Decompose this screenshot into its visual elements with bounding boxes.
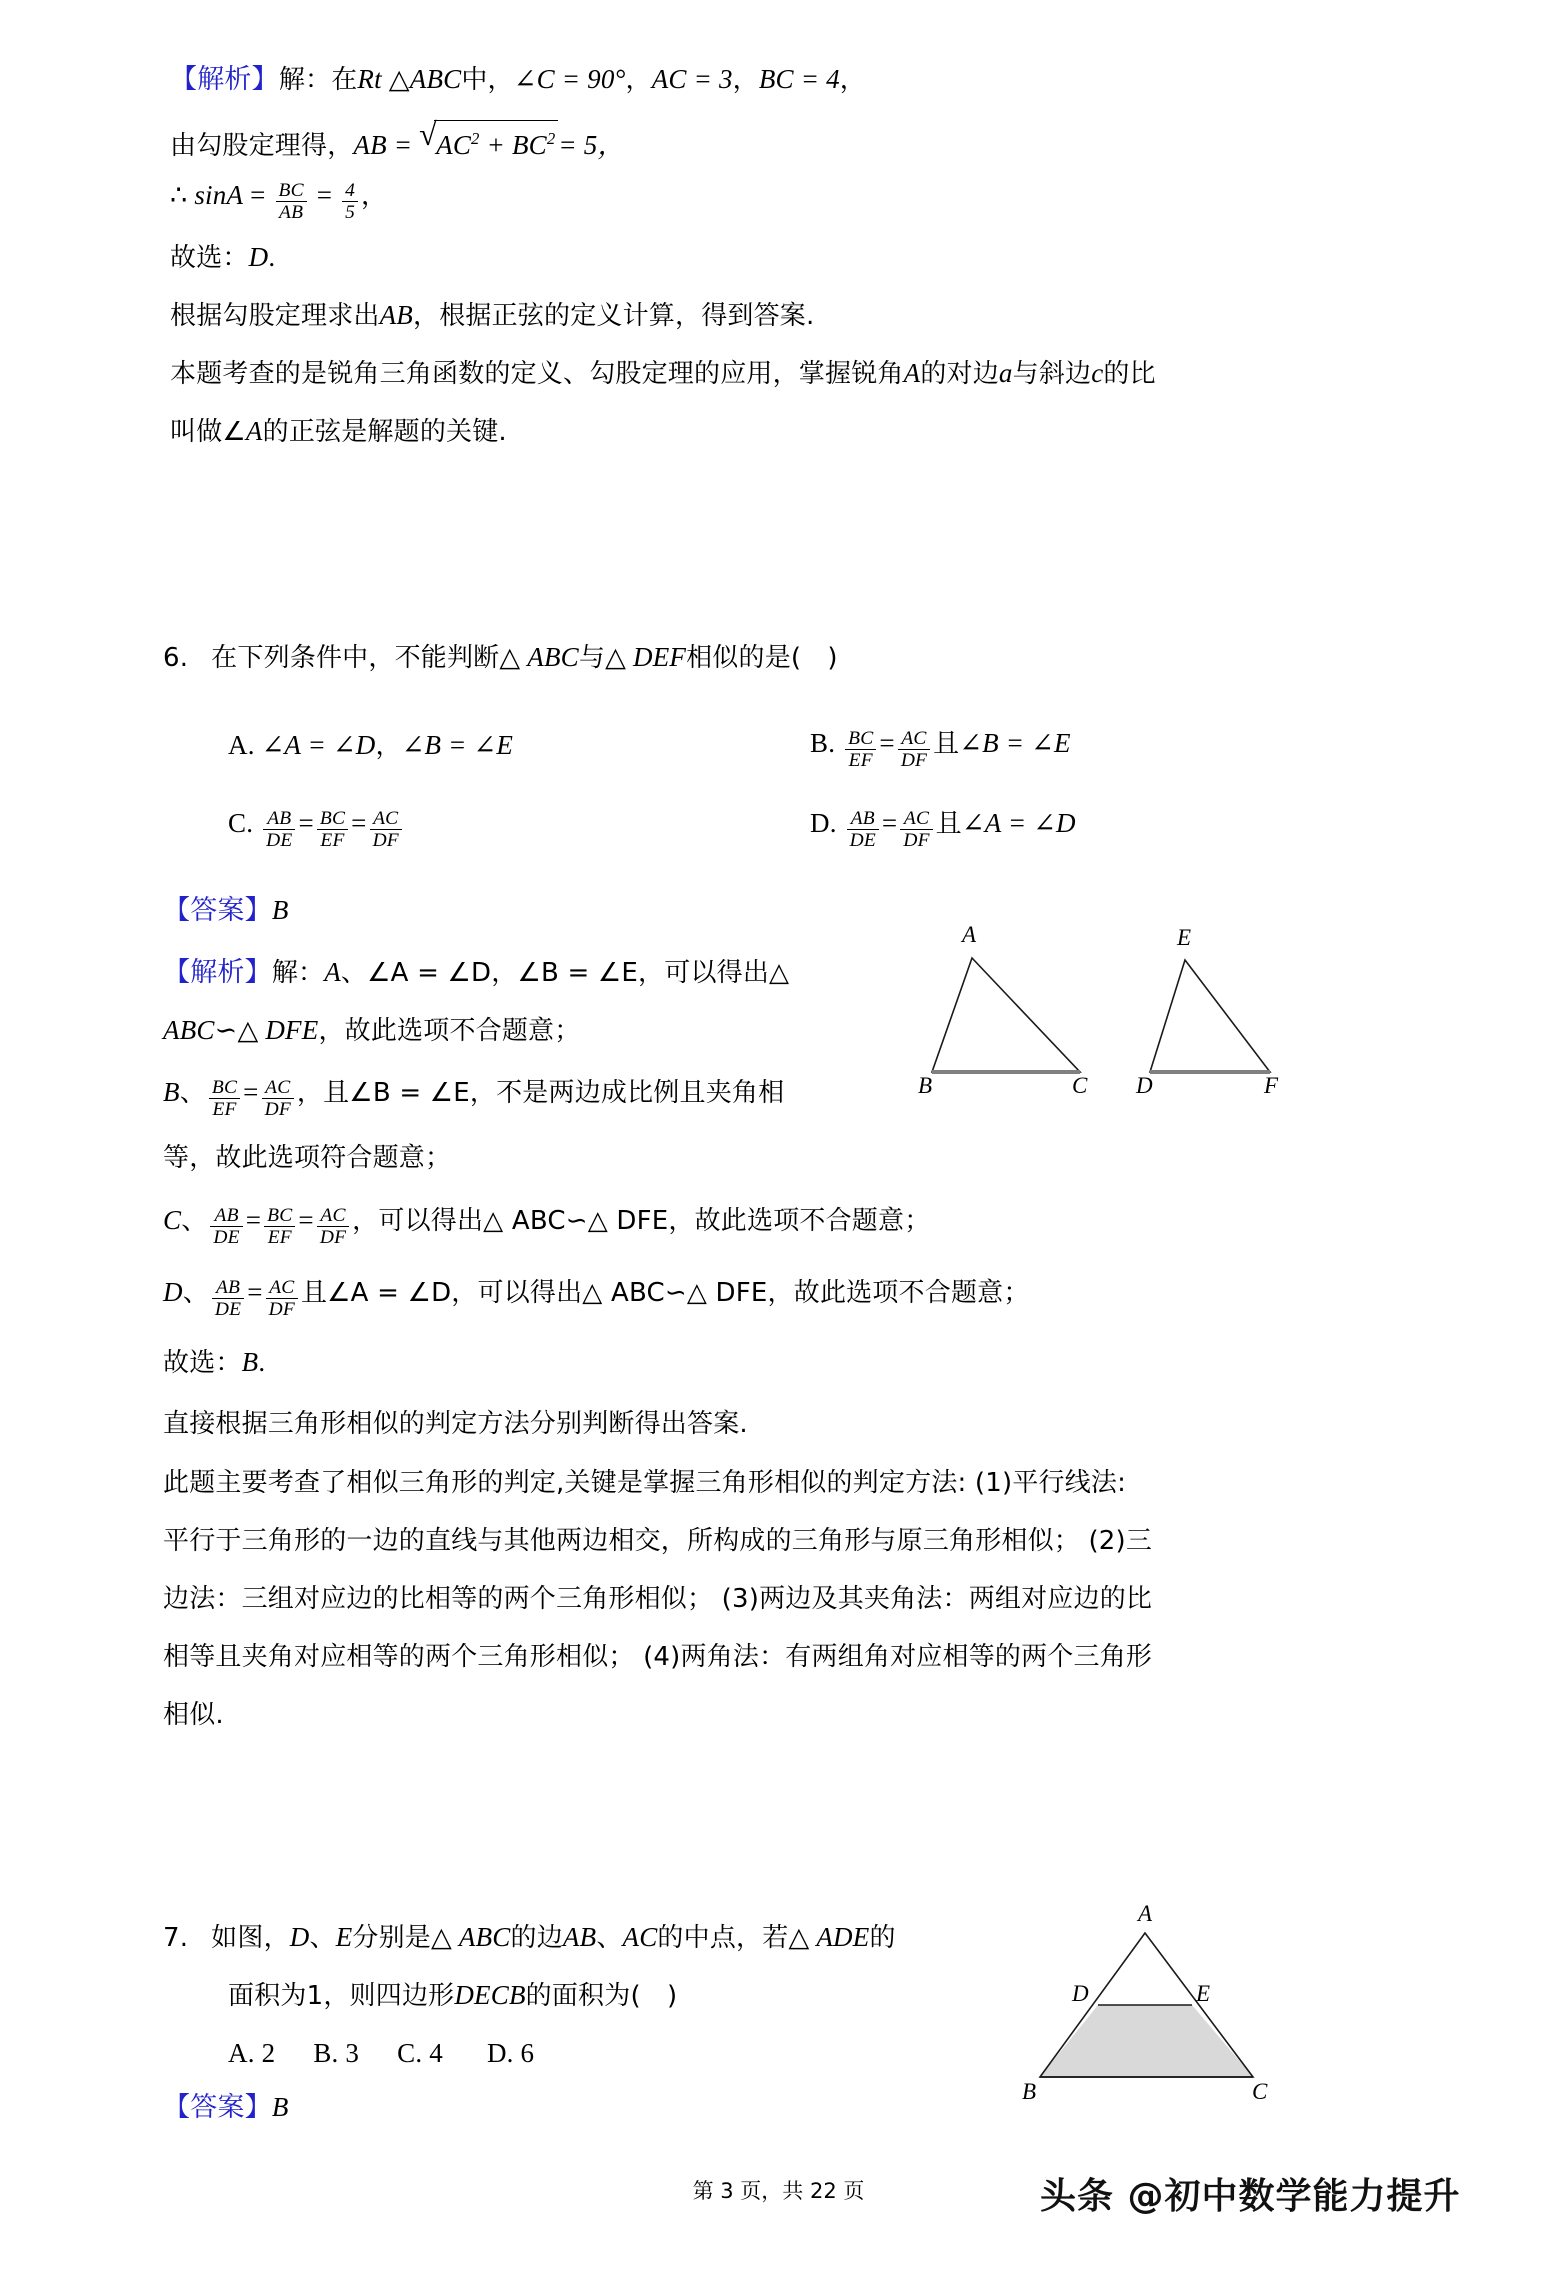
- q6-option-c-eq1: =: [298, 808, 314, 838]
- q7-figure-triangle-ade: [1000, 1895, 1330, 2105]
- q7-option-a[interactable]: A. 2: [228, 2038, 276, 2068]
- q5-comment-a: 本题考查的是锐角三角函数的定义、勾股定理的应用，掌握锐角: [170, 359, 904, 389]
- q6-exp3-eq: =: [243, 1077, 259, 1107]
- q6-exp1-b: 、∠A = ∠D，∠B = ∠E，可以得出△: [340, 958, 790, 988]
- q6-figure-two-triangles: [900, 915, 1350, 1115]
- fraction-denominator: DF: [898, 749, 930, 771]
- q6-option-d-text: ∠A = ∠D: [961, 808, 1076, 838]
- q7-stem-line-2: [228, 1978, 677, 2013]
- q5-comment2-a: 叫做∠: [170, 417, 246, 447]
- q6-option-d[interactable]: [810, 806, 1076, 851]
- q5-line1-bc: BC = 4: [758, 64, 840, 94]
- q6-exp5-eq2: =: [298, 1205, 314, 1235]
- q6-comment-line-2: [163, 1523, 1152, 1558]
- fraction-numerator: BC: [267, 1205, 293, 1227]
- q6-comment-1: 此题主要考查了相似三角形的判定,关键是掌握三角形相似的判定方法: (1)平行线法:: [163, 1468, 1127, 1498]
- q6-exp1-A: A: [324, 957, 341, 987]
- q6-option-b-conj: 且: [933, 729, 960, 759]
- fraction-bc-ef: [264, 1205, 295, 1248]
- q5-conclusion-line: [170, 240, 275, 275]
- q5-answer-letter: D: [248, 242, 269, 272]
- q5-rad-plus: +: [486, 130, 505, 160]
- q6-comment-3: 边法：三组对应边的比相等的两个三角形相似； (3)两边及其夹角法：两组对应边的比: [163, 1584, 1153, 1614]
- q6-option-b-text: ∠B = ∠E: [959, 728, 1071, 758]
- fraction-denominator: DF: [262, 1098, 294, 1120]
- q5-method-ab: AB: [379, 300, 413, 330]
- q5-comment-line-1: [170, 356, 1156, 391]
- q5-line2-prefix: 由勾股定理得，: [170, 131, 354, 161]
- q6-option-a-label: A.: [228, 730, 255, 760]
- fraction-numerator: BC: [278, 180, 304, 202]
- figure1-label-D: D: [1136, 1073, 1153, 1098]
- q6-exp6-comma: 、: [182, 1278, 209, 1308]
- fraction-denominator: DF: [900, 829, 932, 851]
- figure1-label-E: E: [1177, 925, 1192, 950]
- q6-analysis-line-1: [163, 955, 789, 990]
- q6-exp1-a: 解：: [271, 958, 325, 988]
- q7-stem2-b: 的面积为( ): [525, 1981, 678, 2011]
- analysis-tag: 【解析】: [163, 957, 272, 987]
- q5-line1-angle-c: ∠C = 90°: [513, 64, 626, 94]
- q7-option-b[interactable]: B. 3: [313, 2038, 360, 2068]
- q6-exp5-eq1: =: [245, 1205, 262, 1235]
- q5-method-line: [170, 298, 814, 333]
- q6-exp3-comma: 、: [179, 1078, 206, 1108]
- q6-exp6-eq: =: [247, 1277, 263, 1307]
- q5-comment-c: 与斜边: [1012, 359, 1092, 389]
- q6-exp6-conj: 且: [300, 1278, 328, 1308]
- q7-answer-line: [163, 2090, 289, 2124]
- q6-exp2-b: ，故此选项不合题意；: [318, 1016, 581, 1046]
- q5-comment-line-2: [170, 414, 507, 449]
- therefore-symbol: ∴: [170, 180, 188, 210]
- q7-stem1-g: 的: [869, 1923, 896, 1953]
- fraction-ac-df: [898, 728, 930, 771]
- fraction-numerator: AC: [373, 808, 399, 830]
- q6-stem-a: 在下列条件中，不能判断: [211, 643, 500, 673]
- q6-option-b[interactable]: [810, 726, 1071, 771]
- sqrt-expression: √ $AC^2 + BC^2$: [419, 120, 558, 162]
- q5-sin-a: sinA: [194, 180, 244, 210]
- q5-comment-A: A: [903, 358, 921, 388]
- q6-stem-tri1: △ ABC: [499, 642, 579, 672]
- fraction-numerator: BC: [319, 808, 346, 830]
- q6-conclusion-value: B: [241, 1347, 259, 1377]
- q6-exp4: 等，故此选项符合题意；: [163, 1143, 452, 1173]
- figure2-label-E: E: [1196, 1981, 1211, 2006]
- q6-exp6-b: ∠A = ∠D，可以得出△ ABC∽△ DFE，故此选项不合题意；: [327, 1278, 1030, 1308]
- q6-stem-b: 与: [578, 643, 606, 673]
- q5-method-b: ，根据正弦的定义计算，得到答案.: [413, 301, 815, 331]
- q5-period: .: [268, 242, 276, 272]
- fraction-numerator: AC: [320, 1205, 346, 1227]
- q6-option-a[interactable]: [228, 728, 513, 763]
- q7-stem1-e: 、: [596, 1923, 623, 1953]
- q5-eq2: =: [316, 180, 333, 210]
- watermark-text: 头条 @初中数学能力提升: [1040, 2176, 1461, 2217]
- q5-analysis-line-2: [170, 120, 625, 163]
- q5-rad-bc: BC: [511, 130, 547, 160]
- fraction-ab-de: [847, 808, 879, 851]
- fraction-ac-df: [262, 1077, 294, 1120]
- q7-number: 7.: [163, 1923, 189, 1953]
- fraction-ac-df: [266, 1277, 298, 1320]
- fraction-bc-ef: [317, 808, 348, 851]
- fraction-bc-ef: [845, 728, 876, 771]
- fraction-ab-de: [210, 1205, 242, 1248]
- q7-stem1-a: 如图，: [211, 1923, 290, 1953]
- q7-option-c[interactable]: C. 4: [397, 2038, 443, 2068]
- q6-exp2-abc: ABC: [163, 1015, 215, 1045]
- fraction-ac-df: [370, 808, 402, 851]
- q6-analysis-line-6: [163, 1275, 1030, 1320]
- q6-comment-5: 相似.: [163, 1700, 224, 1730]
- q6-exp5-C: C: [163, 1205, 182, 1235]
- figure1-label-A: A: [962, 922, 977, 947]
- q6-comment-line-3: [163, 1581, 1152, 1616]
- q6-comment-line-5: [163, 1697, 224, 1732]
- fraction-ac-df: [317, 1205, 349, 1248]
- q6-conclusion-period: .: [258, 1347, 266, 1377]
- q7-option-d[interactable]: D. 6: [486, 2038, 535, 2068]
- fraction-denominator: 5: [342, 201, 358, 223]
- q5-analysis-line-3: [170, 178, 387, 223]
- q6-exp3-B: B: [163, 1077, 180, 1107]
- q6-option-b-eq: =: [879, 728, 895, 758]
- q5-line3-comma: ，: [361, 181, 388, 211]
- q5-line2-ab: AB =: [353, 130, 413, 160]
- q6-answer-value: B: [271, 895, 289, 925]
- q5-conclusion-prefix: 故选：: [170, 243, 249, 273]
- answer-tag: 【答案】: [163, 895, 272, 925]
- q7-stem1-d: 的边: [510, 1923, 563, 1953]
- q7-stem1-D: D: [289, 1922, 310, 1952]
- fraction-denominator: DE: [847, 829, 879, 851]
- q5-comment-a-small: a: [998, 358, 1013, 388]
- figure1-label-F: F: [1264, 1073, 1279, 1098]
- answer-tag: 【答案】: [163, 2092, 272, 2122]
- q5-eq1: =: [250, 180, 266, 210]
- q6-option-d-conj: 且: [935, 809, 962, 839]
- q6-answer-line: [163, 893, 289, 927]
- q7-stem1-ade: △ ADE: [788, 1922, 870, 1952]
- fraction-bc-ab: [276, 180, 307, 223]
- q6-exp5-b: ，可以得出△ ABC∽△ DFE，故此选项不合题意；: [352, 1206, 931, 1236]
- q6-option-c-eq2: =: [351, 808, 367, 838]
- q7-stem1-tri: △ ABC: [431, 1922, 511, 1952]
- q5-comment2-A: A: [245, 416, 263, 446]
- fraction-numerator: AB: [215, 1277, 241, 1299]
- q5-comment-c-small: c: [1091, 358, 1104, 388]
- q6-method-line: [163, 1406, 748, 1441]
- q6-stem: [163, 640, 838, 675]
- q6-option-a-text2: ∠B = ∠E: [401, 730, 514, 760]
- fraction-numerator: AB: [850, 808, 875, 830]
- q5-line1-ac: AC = 3: [651, 64, 733, 94]
- fraction-denominator: DF: [370, 829, 402, 851]
- fraction-denominator: DF: [266, 1298, 298, 1320]
- q6-exp5-comma: 、: [181, 1206, 208, 1236]
- q5-line1-prefix: 解：在: [278, 65, 358, 95]
- q6-analysis-line-4: [163, 1140, 451, 1175]
- figure1-label-B: B: [918, 1073, 933, 1098]
- fraction-numerator: 4: [345, 180, 356, 202]
- fraction-ab-de: [212, 1277, 244, 1320]
- fraction-denominator: AB: [276, 201, 307, 223]
- q7-stem2-a: 面积为1，则四边形: [228, 1981, 455, 2011]
- fraction-4-5: [342, 180, 358, 223]
- q5-comment-b: 的对边: [920, 359, 999, 389]
- q7-stem1-E: E: [335, 1922, 353, 1952]
- q6-conclusion-line: [163, 1345, 265, 1380]
- q7-answer-value: B: [271, 2092, 289, 2122]
- fraction-denominator: EF: [209, 1098, 240, 1120]
- q7-stem1-ab: AB: [562, 1922, 597, 1952]
- q5-line1-comma1: ，: [625, 65, 652, 95]
- q5-line1-rt: Rt: [357, 64, 382, 94]
- fraction-numerator: AB: [267, 808, 292, 830]
- fraction-numerator: BC: [848, 728, 874, 750]
- q6-method-text: 直接根据三角形相似的判定方法分别判断得出答案.: [163, 1409, 748, 1439]
- q6-option-d-label: D.: [810, 808, 837, 838]
- fraction-denominator: DE: [212, 1298, 244, 1320]
- fraction-ab-de: [263, 808, 295, 851]
- q6-option-c[interactable]: [228, 806, 405, 851]
- figure2-label-B: B: [1022, 2079, 1037, 2104]
- q6-comment-4: 相等且夹角对应相等的两个三角形相似； (4)两角法：有两组角对应相等的两个三角形: [163, 1642, 1153, 1672]
- q6-comment-line-1: [163, 1465, 1126, 1500]
- q5-line1-abc: ABC: [409, 64, 462, 94]
- q7-stem1-c: 分别是: [352, 1923, 431, 1953]
- q6-option-d-eq: =: [881, 808, 898, 838]
- q6-stem-c: 相似的是( ): [686, 643, 838, 673]
- fraction-denominator: DE: [263, 829, 295, 851]
- analysis-tag: 【解析】: [170, 64, 279, 94]
- q6-option-a-comma: ，: [375, 731, 402, 761]
- q6-option-c-label: C.: [228, 808, 254, 838]
- similar-symbol: ∽: [214, 1015, 238, 1045]
- fraction-numerator: AC: [903, 808, 930, 830]
- fraction-ac-df: [900, 808, 932, 851]
- q7-stem1-ac: AC: [622, 1922, 658, 1952]
- fraction-numerator: AC: [265, 1077, 291, 1099]
- fraction-numerator: AC: [901, 728, 927, 750]
- q6-analysis-line-3: [163, 1075, 784, 1120]
- q6-option-b-label: B.: [810, 728, 836, 758]
- q6-exp2-dfe: △ DFE: [237, 1015, 319, 1045]
- fraction-numerator: AC: [269, 1277, 295, 1299]
- figure1-label-C: C: [1072, 1073, 1088, 1098]
- figure2-label-A: A: [1138, 1901, 1153, 1926]
- fraction-bc-ef: [209, 1077, 240, 1120]
- figure2-label-D: D: [1072, 1981, 1089, 2006]
- q6-exp3-b: ，且∠B = ∠E，不是两边成比例且夹角相: [296, 1078, 785, 1108]
- fraction-denominator: DE: [210, 1226, 242, 1248]
- q6-comment-2: 平行于三角形的一边的直线与其他两边相交，所构成的三角形与原三角形相似； (2)三: [163, 1526, 1153, 1556]
- fraction-numerator: AB: [214, 1205, 239, 1227]
- q5-line1-triangle: △: [388, 64, 410, 94]
- q7-stem2-decb: DECB: [454, 1980, 526, 2010]
- q5-line2-eq5: = 5，: [558, 130, 625, 160]
- q6-comment-line-4: [163, 1639, 1152, 1674]
- q5-comment2-b: 的正弦是解题的关键.: [262, 417, 507, 447]
- q5-comment-d: 的比: [1103, 359, 1156, 389]
- q7-stem1-f: 的中点，若: [657, 1923, 789, 1953]
- q6-exp6-D: D: [163, 1277, 183, 1307]
- q5-method-a: 根据勾股定理求出: [170, 301, 380, 331]
- fraction-denominator: EF: [264, 1226, 295, 1248]
- q7-options-row: [228, 2036, 534, 2070]
- q5-analysis-line-1: [170, 62, 866, 97]
- fraction-numerator: BC: [211, 1077, 238, 1099]
- fraction-denominator: EF: [845, 749, 876, 771]
- q5-line1-comma2: ，: [732, 65, 759, 95]
- fraction-denominator: DF: [317, 1226, 349, 1248]
- q6-option-a-text1: ∠A = ∠D: [261, 730, 376, 760]
- page-number-footer: 第 3 页，共 22 页: [692, 2179, 865, 2203]
- q6-analysis-line-2: [163, 1013, 580, 1048]
- fraction-denominator: EF: [317, 829, 348, 851]
- q7-stem-line-1: [163, 1920, 896, 1955]
- q6-stem-tri2: △ DEF: [605, 642, 687, 672]
- figure2-label-C: C: [1252, 2079, 1268, 2104]
- q6-conclusion-prefix: 故选：: [163, 1348, 242, 1378]
- q6-analysis-line-5: [163, 1203, 930, 1248]
- q7-stem1-b: 、: [309, 1923, 336, 1953]
- q5-line1-mid: 中，: [461, 65, 514, 95]
- q5-line1-comma3: ，: [839, 65, 866, 95]
- q5-rad-ac: AC: [436, 130, 472, 160]
- q6-number: 6.: [163, 643, 189, 673]
